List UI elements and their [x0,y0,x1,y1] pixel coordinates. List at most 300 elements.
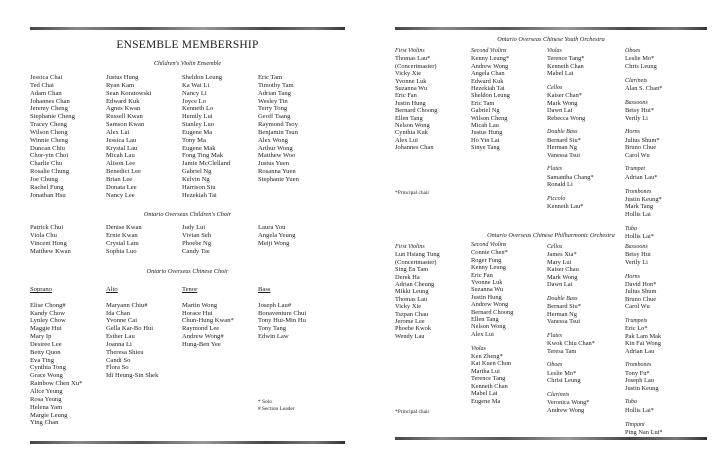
list-item: Arthur Wong [258,144,293,152]
list-item: Jessica Lau [106,136,137,144]
list-item: Dawn Lai [547,107,573,115]
list-item: Jamie McClelland [182,160,231,168]
list-item: Sheldon Leung [182,74,223,81]
group-label: Violas [471,345,486,352]
list-item: Winnie Cheng [30,136,69,144]
list-item: Bernard Siu* [547,303,581,311]
list-item: Chris Leung [625,62,657,70]
list-item: Wilson Cheng [471,114,508,122]
group-members [625,85,662,92]
list-item: Gabriel Ng [471,107,500,115]
list-item: Yvonne Luk [395,77,427,85]
list-item: Samantha Chang* [547,173,594,181]
list-item: Russell Kwan [106,113,143,121]
list-item: Stephanie Yuen [258,175,299,183]
list-item: Alex Lui [395,136,418,144]
list-item: Alice Yeung [30,387,63,395]
list-item: Donata Lee [106,183,137,191]
list-item: Benedict Lee [106,168,141,176]
list-item: (Concertmaster) [395,62,437,70]
list-item: Vincent Hong [30,239,67,247]
violin-ensemble-col-1 [30,74,75,200]
list-item: Sheldon Leung [471,92,510,100]
group-members [547,92,594,122]
list-item: Rosa Yeung [30,395,62,403]
list-item: Connie Chen* [471,249,508,257]
childrens-choir-heading: Ontario Overseas Children's Choir [143,211,232,218]
group-members [625,325,663,355]
list-item: Micah Lau [471,122,499,130]
list-item: Suzanna Wu [471,286,504,294]
group-members [471,353,513,405]
childrens-choir-col-3 [182,224,211,255]
list-item: * Solo [258,399,272,405]
section-members [182,302,234,349]
group-label: Flutes [547,332,562,339]
list-item: Ying Chan [30,419,59,427]
group-label: First Violins [395,244,425,250]
list-item: Teresa Tam [547,347,577,355]
choir-section-tenor [182,286,234,349]
list-item: Johannes Chan [395,144,434,152]
list-item: Sophia Luo [106,247,137,255]
list-item: Desiree Lee [30,340,62,348]
list-item: Terry Tong [258,105,288,113]
list-item: Patrick Chui [30,224,64,231]
group-label: Trumpet [625,166,646,173]
list-item: Yvonne Luk [471,279,503,287]
list-item: Hollis Lai [625,210,651,218]
group-label: Cellos [547,244,563,250]
group-label: Horns [625,273,641,280]
bottom-rule [30,441,345,444]
list-item: Nancy Lee [106,191,135,199]
youth-col-4 [625,48,662,240]
list-item: Ted Chai [30,81,54,89]
list-item: Kin Fai Wong [625,340,661,348]
list-item: Joseph Lau# [258,301,292,309]
list-item: Nelson Wong [471,323,506,331]
list-item: Alex Lui [471,330,494,338]
group-label: Horns [625,129,641,136]
list-item: Cynthia Tong [30,364,66,372]
group-members [547,137,594,159]
group-label: Cellos [547,85,563,92]
list-item: Kaiser Chau [547,266,579,274]
list-item: Ka Wai Li [182,81,210,89]
youth-col-3 [547,48,594,211]
list-item: Veronica Wong* [547,399,590,407]
section-members [30,302,82,428]
group-label: Oboes [625,48,641,54]
group-members [625,281,663,311]
list-item: Hollis Lai* [625,233,654,241]
group-label: Clarinets [547,392,570,399]
list-item: Krystal Lau [106,144,138,152]
list-item: Sinye Tang [471,144,500,152]
list-item: Justus Yuen [258,160,290,168]
choir-legend [258,399,295,413]
list-item: Hezekiah Tai [182,191,217,199]
list-item: Joyce Lo [182,97,206,105]
list-item: Kenneth Lo [182,105,214,113]
philharmonic-principal-note: *Principal chair [395,409,430,415]
list-item: Vanessa Tsui [547,318,580,326]
list-item: Ryan Kam [106,81,135,89]
list-item: Kaiser Chan* [547,92,582,100]
list-item: Vivian Seh [182,231,212,239]
list-item: Kelvin Ng [182,175,210,183]
group-members [547,174,594,189]
list-item: Fong Ting Mak [182,152,224,160]
list-item: Eugene Ma [182,128,213,136]
list-item: Stephanie Cheng [30,113,75,121]
list-item: Laura You [258,224,286,231]
group-members [625,107,662,122]
list-item: Kandy Chow [30,309,65,317]
list-item: Ernie Kwan [106,231,138,239]
list-item: Alison Lee [106,160,136,168]
section-label: Soprano [30,286,52,293]
list-item: Alex Lai [106,128,130,136]
list-item: Martha Lui [471,367,500,375]
phil-col-3 [547,244,595,414]
group-label: Oboes [547,362,563,369]
list-item: Andrew Wong [547,406,585,414]
list-item: Ellen Tang [471,316,499,324]
list-item: Tony Fu* [625,369,650,377]
list-item: Terence Tang [471,375,506,383]
list-item: Adrian Tang [258,89,291,97]
phil-col-2 [471,242,513,405]
list-item: Eugene Ma [471,397,501,405]
list-item: Rainbow Chen Xu* [30,380,83,388]
list-item: Mark Wong [547,273,578,281]
list-item: Jerome Lee [395,318,425,326]
left-page [30,0,345,465]
list-item: Carol Wu [625,303,650,311]
list-item: James Xia* [547,251,577,259]
list-item: Rosanna Yuen [258,168,296,176]
list-item: (Concertmaster) [395,258,437,266]
group-members [625,196,662,218]
list-item: Betsy Hui [625,251,651,259]
list-item: Leslie Mo* [547,369,577,377]
list-item: Stanley Luo [182,121,215,129]
list-item: Eric Tam [471,99,495,107]
list-item: Andrew Wong [471,301,509,309]
top-rule [30,27,345,30]
list-item: Rebecca Wong [547,114,586,122]
list-item: Justus Hung [106,74,139,81]
list-item: Justin Hung [471,293,502,301]
youth-principal-note: *Principal chair [395,190,430,196]
violin-ensemble-heading: Children's Violin Ensemble [153,60,222,67]
list-item: Alan S. Chan* [625,85,663,93]
list-item: Ping Nan Lui* [625,429,663,437]
list-item: Betsy Hui* [625,107,654,115]
philharmonic-heading: Ontario Overseas Chinese Philharmonic Orchestra [487,232,615,239]
list-item: Bruno Chue [625,144,657,152]
list-item: Wesley Tin [258,97,288,105]
list-item: Adrian Lau [625,347,655,355]
list-item: Margie Leung [30,411,68,419]
group-label: Clarinets [625,77,648,84]
list-item: Hollis Lai* [625,406,654,414]
list-item: Candi So [106,356,131,364]
violin-ensemble-col-3 [182,74,230,200]
list-item: Ellen Tang [395,114,423,122]
group-label: Tuba [625,399,638,406]
list-item: Kai Kuen Chun [471,360,512,368]
list-item: Chor-yin Choi [30,152,69,160]
right-page [395,0,707,465]
list-item: Betty Quon [30,348,61,356]
list-item: Maryann Chiu# [106,301,148,309]
youth-col-2 [471,48,510,152]
list-item: Jeremy Cheng [30,105,68,113]
list-item: Gabriel Ng [182,168,212,176]
bottom-rule [395,437,707,440]
group-members [395,251,440,340]
list-item: Dawn Lai [547,281,573,289]
choir-section-alto [106,286,158,380]
group-members [547,55,594,77]
choir-section-soprano [30,286,82,427]
group-label: Bassoons [625,99,648,106]
list-item: Ida Chan [106,309,130,317]
list-item: Pak Lam Mak [625,332,662,340]
list-item: Bernard Choong [471,308,514,316]
list-item: Carol Wu [625,151,650,159]
group-label: Trombones [625,362,652,369]
list-item: Kenneth Lau* [547,203,584,211]
list-item: Chun-Hung Kwan* [182,317,234,325]
chinese-choir-heading: Ontario Overseas Chinese Choir [146,268,229,275]
list-item: Suzanna Wu [395,85,428,93]
list-item: Tracey Cheng [30,121,67,129]
list-item: Hemily Lui [182,113,213,121]
list-item: Julius Shum* [625,136,660,144]
list-item: Rosalie Chung [30,168,70,176]
list-item: Martin Wong [182,301,218,309]
group-label: Timpani [625,421,645,428]
list-item: Hezekiah Tai [471,85,505,93]
section-label: Bass [258,286,271,293]
list-item: Theresa Shieu [106,348,144,356]
phil-col-4 [625,244,663,436]
list-item: Horace Hui [182,309,213,317]
list-item: Eric Lo* [625,325,648,333]
list-item: Grace Wong [30,372,63,380]
list-item: Justin Keung [625,384,659,392]
list-item: Terence Tang* [547,55,585,63]
list-item: Geoff Tsang [258,113,291,121]
list-item: Leslie Mo* [625,55,655,63]
list-item: Crystal Lam [106,239,139,247]
list-item: Maggie Hui [30,325,62,333]
list-item: Kenny Leung [471,264,506,272]
list-item: Idi Heung-Sin Shek [106,372,159,380]
list-item: Wilson Cheng [30,128,68,136]
list-item: Alex Wong [258,136,288,144]
list-item: Tony Tang [258,325,287,333]
list-item: Charlie Chu [30,160,63,168]
list-item: Mary Lui [547,258,572,266]
list-item: Justin Keung* [625,196,662,204]
list-item: Judy Lui [182,224,206,231]
list-item: Bonaventure Chui [258,309,307,317]
childrens-choir-col-1 [30,224,71,255]
list-item: Jonathan Hsu [30,191,66,199]
list-item: Phoebe Ng [182,239,212,247]
page-title: ENSEMBLE MEMBERSHIP [116,39,259,51]
group-members [471,249,513,338]
group-label: Tuba [625,225,638,232]
section-members [106,302,158,380]
group-label: Piccolo [547,196,566,203]
list-item: Mabel Lai [471,390,498,398]
list-item: Harrison Siu [182,183,216,191]
list-item: Angela Chan [471,70,505,78]
list-item: Mary Ip [30,333,52,341]
list-item: Vanessa Tsui [547,151,580,159]
list-item: Eric Tam [258,74,283,81]
group-label: Flutes [547,166,562,173]
list-item: Johannes Chan [30,97,70,105]
list-item: Kenneth Chan [471,382,508,390]
list-item: Christ Leung [547,377,581,385]
list-item: Mark Wong [547,99,578,107]
list-item: Rachel Fung [30,183,64,191]
list-item: Edwin Law [258,333,289,341]
list-item: Sean Koratowski [106,89,152,97]
group-label: Second Violins [471,242,507,248]
list-item: Herman Ng [547,310,577,318]
youth-col-1 [395,48,437,152]
list-item: Matthew Woo [258,152,296,160]
group-members [625,174,662,181]
childrens-choir-col-4 [258,224,295,248]
group-members [547,370,595,385]
list-item: Wendy Lau [395,332,425,340]
list-item: Esther Lau [106,333,135,341]
group-members [625,429,663,436]
list-item: Phoebe Kwok [395,325,432,333]
list-item: Hung-Ben Yee [182,340,221,348]
list-item: Joanna Li [106,340,132,348]
list-item: Bernard Siu* [547,136,581,144]
list-item: Flora So [106,364,129,372]
list-item: Verily Li [625,258,648,266]
group-members [547,251,595,288]
list-item: Andrew Wong# [182,333,224,341]
group-label: First Violins [395,48,425,54]
group-members [547,303,595,325]
list-item: Edward Kuk [106,97,140,105]
list-item: Verily Li [625,114,648,122]
list-item: Candy Tse [182,247,210,255]
group-members [547,340,595,355]
group-members [395,55,437,151]
list-item: Lun Hsiang Tung [395,251,440,259]
group-members [625,55,662,70]
list-item: Adrian Lau* [625,173,658,181]
list-item: Lynley Chow [30,317,66,325]
group-members [471,55,510,151]
list-item: Raymond Lee [182,325,220,333]
group-members [625,137,662,159]
list-item: Ronald Li [547,181,573,189]
list-item: Kenneth Chan [547,62,584,70]
list-item: Helena Yam [30,403,63,411]
list-item: Vicky Xie [395,70,422,78]
list-item: Tszpan Chau [395,310,429,318]
list-item: Thomas Lau* [395,55,431,63]
list-item: Matthew Kwan [30,247,71,255]
list-item: Ken Zheng* [471,353,503,361]
list-item: Duncan Chiu [30,144,65,152]
youth-orchestra-heading: Ontario Overseas Chinese Youth Orchestra [497,36,605,43]
list-item: Mark Tang [625,203,654,211]
list-item: Kwok Chiu Chan* [547,340,595,348]
group-label: Trumpets [625,318,648,325]
phil-col-1 [395,244,440,340]
list-item: Roger Fung [471,256,502,264]
list-item: Viola Chu [30,231,57,239]
list-item: Brian Lee [106,175,133,183]
list-item: Elise Chong# [30,301,66,309]
list-item: Andrew Wong [471,62,509,70]
list-item: Justus Hung [471,129,503,137]
group-members [625,407,663,414]
group-label: Trombones [625,188,652,195]
list-item: Meiji Wong [258,239,290,247]
list-item: Mikki Leung [395,288,429,296]
list-item: Tony Hui-Min Hu [258,317,306,325]
list-item: Joseph Lau [625,377,654,385]
group-members [625,370,663,392]
list-item: Bruno Chue [625,295,657,303]
list-item: Sing En Tam [395,266,429,274]
list-item: Gella Kar-Bo Hui [106,325,154,333]
list-item: Angela Yeung [258,231,296,239]
group-members [547,203,594,210]
list-item: Derek Ha [395,273,420,281]
violin-ensemble-col-2 [106,74,151,200]
list-item: David Hon* [625,281,657,289]
list-item: Julius Shum [625,288,657,296]
group-label: Double Bass [547,295,578,302]
list-item: Benjamin Tsun [258,128,298,136]
group-label: Violas [547,48,562,54]
list-item: Raymond Tsoy [258,121,298,129]
list-item: Eric Fan [471,271,493,279]
list-item: Herman Ng [547,144,577,152]
list-item: Kenny Leung* [471,55,510,63]
childrens-choir-col-2 [106,224,142,255]
list-item: Eugene Mak [182,144,216,152]
list-item: Timothy Tam [258,81,294,89]
group-members [625,251,663,266]
list-item: Agnes Kwan [106,105,141,113]
list-item: Cynthia Kuk [395,129,428,137]
list-item: Denise Kwan [106,224,142,231]
list-item: Vicky Xie [395,303,422,311]
list-item: Joe Chung [30,175,59,183]
list-item: Eva Ting [30,356,55,364]
list-item: Edward Kuk [471,77,504,85]
